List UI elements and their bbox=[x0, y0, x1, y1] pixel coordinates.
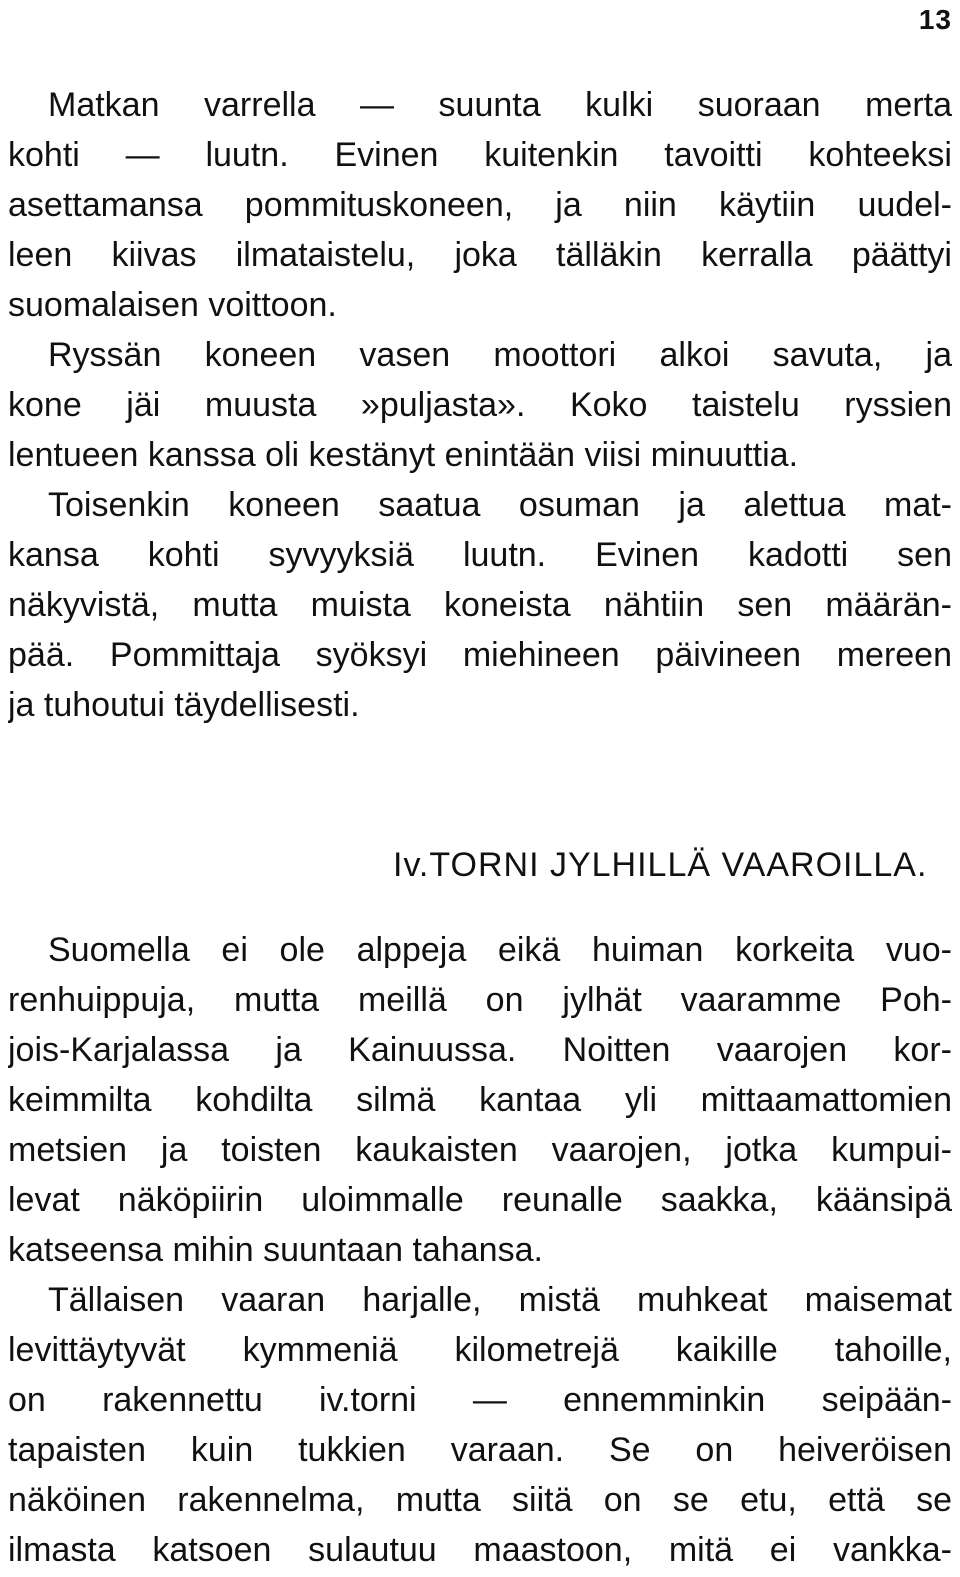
text-line: keimmilta kohdilta silmä kantaa yli mittaamattomien bbox=[8, 1081, 952, 1119]
text-line: näkyvistä, mutta muista koneista nähtiin sen määrän- bbox=[8, 586, 952, 624]
text-line: renhuippuja, mutta meillä on jylhät vaaramme Poh- bbox=[8, 981, 952, 1019]
text-line: levittäytyvät kymmeniä kilometrejä kaikille tahoille, bbox=[8, 1331, 952, 1369]
text-line: Suomella ei ole alppeja eikä huiman korkeita vuo- bbox=[48, 931, 952, 969]
section-1-text bbox=[8, 80, 952, 730]
text-line: kohti — luutn. Evinen kuitenkin tavoitti kohteeksi bbox=[8, 136, 952, 174]
text-line: pää. Pommittaja syöksyi miehineen päivineen mereen bbox=[8, 636, 952, 674]
chapter-heading: Iv.TORNI JYLHILLÄ VAAROILLA. bbox=[393, 846, 928, 884]
text-line: leen kiivas ilmataistelu, joka tälläkin kerralla päättyi bbox=[8, 236, 952, 274]
text-line: ja tuhoutui täydellisesti. bbox=[8, 686, 360, 724]
section-2-text bbox=[8, 925, 952, 1575]
text-line: on rakennettu iv.torni — ennemminkin seipään- bbox=[8, 1381, 952, 1419]
page-number: 13 bbox=[918, 4, 952, 35]
text-line: ilmasta katsoen sulautuu maastoon, mitä ei vankka- bbox=[8, 1531, 952, 1569]
text-line: Ryssän koneen vasen moottori alkoi savuta, ja bbox=[48, 336, 952, 374]
text-line: katseensa mihin suuntaan tahansa. bbox=[8, 1231, 543, 1269]
text-line: tapaisten kuin tukkien varaan. Se on heiveröisen bbox=[8, 1431, 952, 1469]
text-line: lentueen kanssa oli kestänyt enintään viisi minuuttia. bbox=[8, 436, 799, 474]
text-line: Tällaisen vaaran harjalle, mistä muhkeat maisemat bbox=[48, 1281, 952, 1319]
text-line: metsien ja toisten kaukaisten vaarojen, jotka kumpui- bbox=[8, 1131, 952, 1169]
text-line: jois-Karjalassa ja Kainuussa. Noitten vaarojen kor- bbox=[8, 1031, 952, 1069]
text-line: suomalaisen voittoon. bbox=[8, 286, 337, 324]
text-line: kone jäi muusta »puljasta». Koko taistelu ryssien bbox=[8, 386, 952, 424]
text-line: kansa kohti syvyyksiä luutn. Evinen kadotti sen bbox=[8, 536, 952, 574]
text-line: näköinen rakennelma, mutta siitä on se etu, että se bbox=[8, 1481, 952, 1519]
text-line: asettamansa pommituskoneen, ja niin käytiin uudel- bbox=[8, 186, 952, 224]
text-line: Matkan varrella — suunta kulki suoraan merta bbox=[48, 86, 952, 124]
text-line: Toisenkin koneen saatua osuman ja alettua mat- bbox=[48, 486, 952, 524]
text-line: levat näköpiirin uloimmalle reunalle saakka, käänsipä bbox=[8, 1181, 952, 1219]
